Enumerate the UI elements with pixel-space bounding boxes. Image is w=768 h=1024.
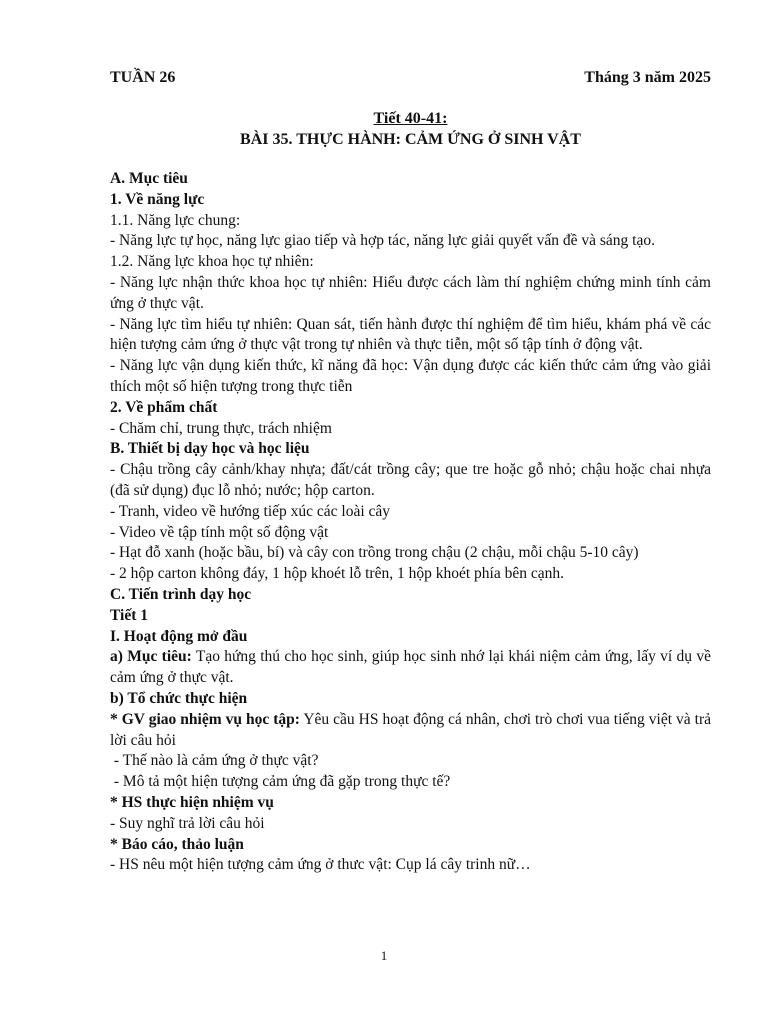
paragraph: - Mô tả một hiện tượng cảm ứng đã gặp trong thực tế? <box>110 773 451 791</box>
paragraph: - Năng lực tự học, năng lực giao tiếp và hợp tác, năng lực giải quyết vấn đề và sáng tạo. <box>110 232 655 250</box>
paragraph: - Video về tập tính một số động vật <box>110 523 329 541</box>
inline-label: a) Mục tiêu: <box>110 648 192 666</box>
paragraph <box>110 710 711 752</box>
paragraph: 1.2. Năng lực khoa học tự nhiên: <box>110 253 314 271</box>
date-label: Tháng 3 năm 2025 <box>584 69 711 86</box>
paragraph: - Năng lực nhận thức khoa học tự nhiên: Hiểu được cách làm thí nghiệm chứng minh tính cảm ứng ở thực vật. <box>110 273 711 312</box>
lesson-period: Tiết 40-41: <box>373 110 448 127</box>
subsection-heading: I. Hoạt động mở đầu <box>110 627 248 645</box>
page-number: 1 <box>380 948 388 963</box>
paragraph: 1.1. Năng lực chung: <box>110 211 241 229</box>
document-page <box>110 68 711 876</box>
paragraph: - Chậu trồng cây cảnh/khay nhựa; đất/cát trồng cây; que tre hoặc gỗ nhỏ; chậu hoặc chai nhựa (đã sử dụng) đục lỗ nhỏ; nước; hộp carton. <box>110 461 711 499</box>
paragraph: - HS nêu một hiện tượng cảm ứng ở thưc vật: Cụp lá cây trinh nữ… <box>110 856 531 874</box>
subsection-heading: Tiết 1 <box>110 606 149 624</box>
paragraph: - Thế nào là cảm ứng ở thực vật? <box>110 752 319 770</box>
inline-label: * GV giao nhiệm vụ học tập: <box>110 710 300 728</box>
section-heading: C. Tiến trình dạy học <box>110 585 252 603</box>
section-heading: A. Mục tiêu <box>110 170 188 187</box>
document-body <box>110 169 711 876</box>
section-heading: B. Thiết bị dạy học và học liệu <box>110 440 310 458</box>
paragraph <box>110 647 711 689</box>
subsection-heading: * HS thực hiện nhiệm vụ <box>110 793 274 811</box>
paragraph: - Năng lực vận dụng kiến thức, kĩ năng đã học: Vận dụng được các kiến thức cảm ứng vào giải thích một số hiện tượng trong thực tiễn <box>110 357 711 395</box>
subsection-heading: b) Tổ chức thực hiện <box>110 689 248 707</box>
week-label: TUẦN 26 <box>110 69 176 86</box>
paragraph: - Tranh, video về hướng tiếp xúc các loài cây <box>110 502 391 520</box>
paragraph: - Chăm chỉ, trung thực, trách nhiệm <box>110 419 332 437</box>
subsection-heading: * Báo cáo, thảo luận <box>110 835 244 853</box>
subsection-heading: 1. Về năng lực <box>110 190 205 208</box>
document-header <box>110 68 711 90</box>
paragraph: - Hạt đỗ xanh (hoặc bầu, bí) và cây con trồng trong chậu (2 chậu, mỗi chậu 5-10 cây) <box>110 544 639 562</box>
paragraph: - Năng lực tìm hiểu tự nhiên: Quan sát, tiến hành được thí nghiệm để tìm hiểu, khám phá về các hiện tượng cảm ứng ở thực vật trong tự nhiên và thực tiễn, một số tập tính ở động vật. <box>110 315 711 354</box>
inline-text: Yêu cầu HS hoạt động cá nhân, chơi trò chơi vua tiếng việt và trả lời câu hỏi <box>110 710 711 749</box>
paragraph: - 2 hộp carton không đáy, 1 hộp khoét lỗ trên, 1 hộp khoét phía bên cạnh. <box>110 565 564 583</box>
subsection-heading: 2. Về phẩm chất <box>110 398 218 416</box>
lesson-title: BÀI 35. THỰC HÀNH: CẢM ỨNG Ở SINH VẬT <box>240 131 581 148</box>
inline-text: Tạo hứng thú cho học sinh, giúp học sinh nhớ lại khái niệm cảm ứng, lấy ví dụ về cảm ứng ở thực vật. <box>110 648 711 687</box>
lesson-titles <box>110 109 711 151</box>
paragraph: - Suy nghĩ trả lời câu hỏi <box>110 814 265 832</box>
